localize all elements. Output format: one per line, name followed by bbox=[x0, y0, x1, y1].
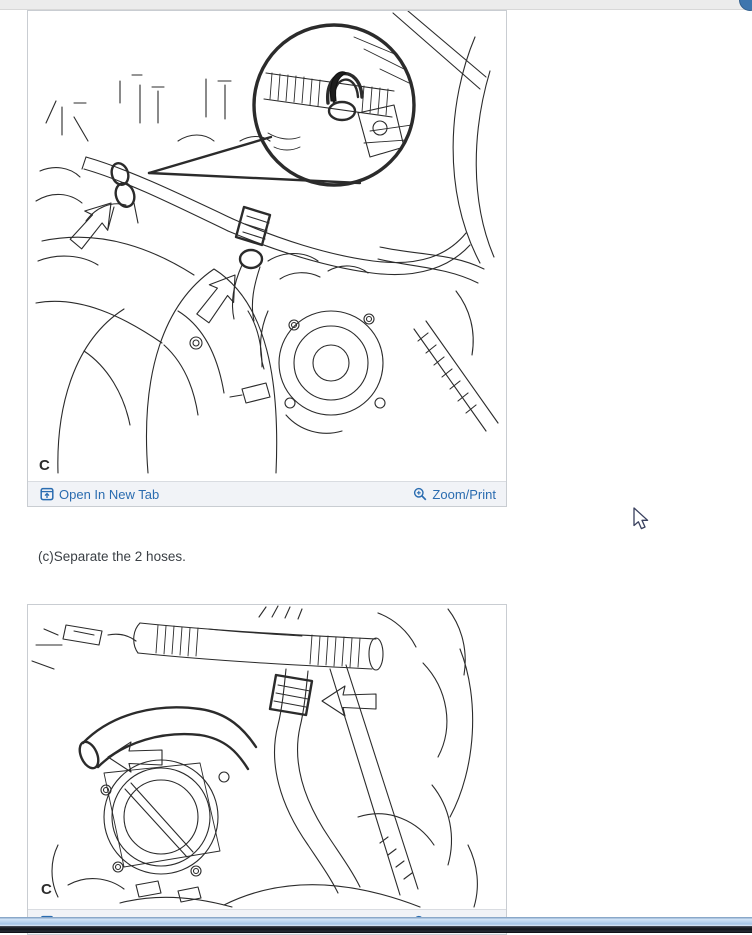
step-caption: (c)Separate the 2 hoses. bbox=[38, 549, 186, 564]
throttle-body-2 bbox=[52, 760, 229, 902]
right-side-clutter bbox=[120, 649, 477, 907]
diagram-intake-manifold bbox=[28, 11, 506, 481]
mouse-cursor-icon bbox=[633, 507, 650, 536]
figure-panel-manifold bbox=[27, 10, 507, 507]
open-in-new-tab-icon bbox=[40, 487, 54, 501]
arrow-clamp-2 bbox=[191, 266, 247, 327]
magnifier-callout bbox=[149, 25, 434, 185]
browser-top-bar bbox=[0, 0, 752, 10]
engine-diagram-2 bbox=[28, 605, 506, 909]
figure-toolbar bbox=[28, 481, 506, 506]
zoom-magnifier-icon bbox=[413, 487, 427, 501]
open-in-new-tab-label: Open In New Tab bbox=[59, 486, 160, 502]
arrow-upper-hose bbox=[322, 686, 376, 716]
figure-label: C bbox=[41, 881, 52, 898]
zoom-print-label: Zoom/Print bbox=[432, 486, 496, 502]
zoom-print-link[interactable] bbox=[413, 487, 496, 502]
manifold-plenum bbox=[36, 237, 277, 473]
arrow-clamp-1 bbox=[65, 193, 123, 254]
window-bottom-blue-edge bbox=[0, 917, 752, 926]
background-top-lines bbox=[32, 606, 465, 675]
figure-panel-throttle-body bbox=[27, 604, 507, 935]
diagram-throttle-body bbox=[28, 605, 506, 909]
open-in-new-tab-link[interactable] bbox=[40, 487, 159, 502]
figure-label: C bbox=[39, 457, 50, 474]
throttle-body bbox=[230, 311, 385, 433]
air-duct bbox=[134, 623, 383, 670]
separated-hose bbox=[76, 707, 256, 771]
hose-run bbox=[82, 157, 470, 321]
engine-diagram-1 bbox=[28, 11, 506, 481]
right-side-lines bbox=[378, 11, 498, 431]
window-bottom-dark-edge bbox=[0, 926, 752, 933]
vertical-hose bbox=[270, 669, 360, 893]
